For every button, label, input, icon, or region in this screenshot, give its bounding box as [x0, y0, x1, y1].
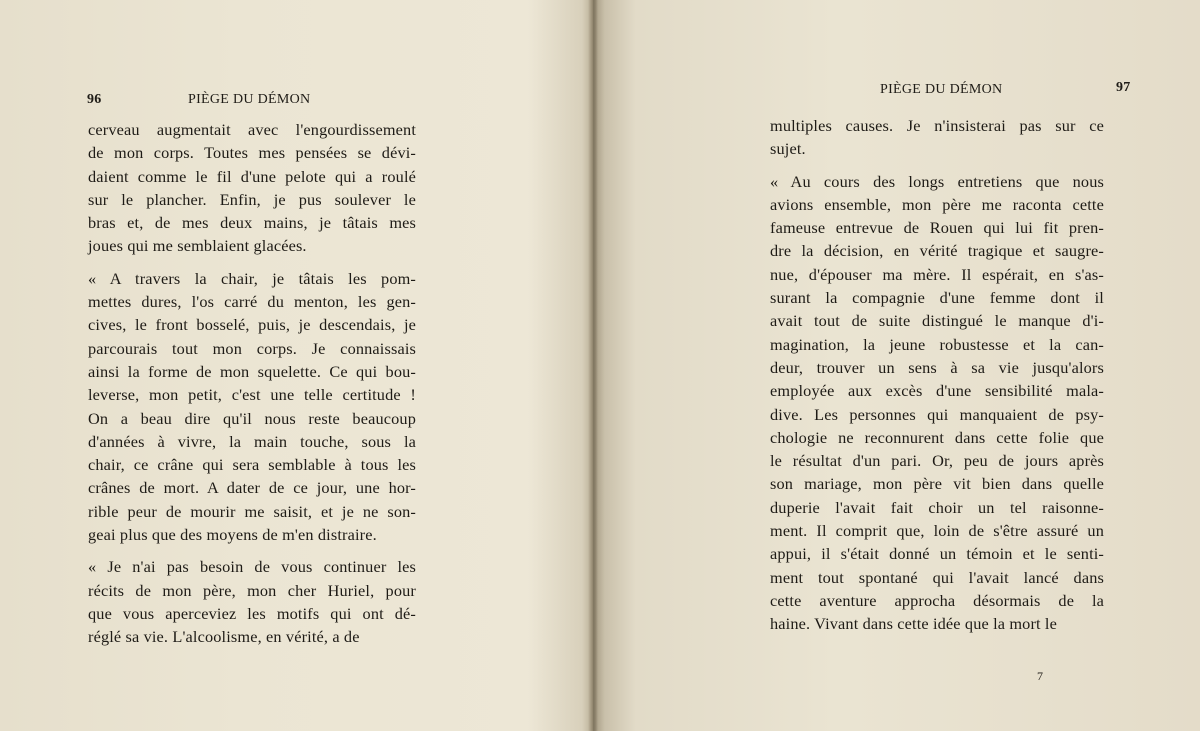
text-line: ment. Il comprit que, loin de s'être assuré un — [770, 521, 1104, 541]
text-line: joues qui me semblaient glacées. — [88, 236, 307, 256]
text-line: chair, ce crâne qui sera semblable à tous les — [88, 455, 416, 475]
text-line: mettes dures, l'os carré du menton, les gen- — [88, 292, 416, 312]
text-line: daient comme le fil d'une pelote qui a roulé — [88, 166, 416, 186]
text-line: haine. Vivant dans cette idée que la mort le — [770, 614, 1057, 634]
text-line: geai plus que des moyens de m'en distraire. — [88, 525, 377, 545]
text-line: duperie l'avait fait choir un tel raisonne- — [770, 497, 1104, 517]
text-line: leverse, mon petit, c'est une telle certitude ! — [88, 385, 416, 405]
text-line: cerveau augmentait avec l'engourdissement — [88, 120, 416, 139]
text-line: magination, la jeune robustesse et la can- — [770, 334, 1104, 354]
left-page — [0, 0, 592, 731]
text-line: récits de mon père, mon cher Huriel, pour — [88, 580, 416, 600]
body-text — [88, 118, 416, 649]
text-line: dive. Les personnes qui manquaient de psy- — [770, 404, 1104, 424]
text-line: que vous aperceviez les motifs qui ont dé- — [88, 603, 416, 623]
text-line: « Je n'ai pas besoin de vous continuer les — [88, 557, 416, 577]
text-line: bras et, de mes deux mains, je tâtais mes — [88, 213, 416, 233]
text-line: surant la compagnie d'une femme dont il — [770, 288, 1104, 308]
text-line: sujet. — [770, 139, 806, 159]
text-line: deur, trouver un sens à sa vie jusqu'alors — [770, 357, 1104, 377]
text-line: fameuse entrevue de Rouen qui lui fit pren- — [770, 218, 1104, 238]
text-line: « Au cours des longs entretiens que nous — [770, 171, 1104, 191]
text-line: employée aux excès d'une sensibilité mala- — [770, 381, 1104, 401]
text-line: crânes de mort. A dater de ce jour, une hor- — [88, 478, 416, 498]
running-title: PIÈGE DU DÉMON — [188, 92, 311, 107]
text-line: son mariage, mon père vit bien dans quelle — [770, 474, 1104, 494]
right-page — [600, 0, 1200, 731]
book-gutter — [588, 0, 598, 731]
text-line: ment tout spontané qui l'avait lancé dans — [770, 567, 1104, 587]
text-line: d'années à vivre, la main touche, sous la — [88, 431, 416, 451]
text-line: avions ensemble, mon père me raconta cette — [770, 194, 1104, 214]
text-line: dre la décision, en vérité tragique et saugre- — [770, 241, 1104, 261]
signature-mark: 7 — [1037, 669, 1044, 683]
text-line: rible peur de mourir me saisit, et je ne son- — [88, 501, 416, 521]
text-line: le résultat d'un pari. Or, peu de jours après — [770, 451, 1104, 471]
text-line: avait tout de suite distingué le manque d'i- — [770, 311, 1104, 331]
text-line: réglé sa vie. L'alcoolisme, en vérité, a de — [88, 627, 360, 647]
text-line: « A travers la chair, je tâtais les pom- — [88, 268, 416, 288]
text-line: chologie ne reconnurent dans cette folie que — [770, 427, 1104, 447]
body-text — [770, 114, 1104, 636]
text-line: cives, le front bosselé, puis, je descendais, je — [88, 315, 416, 335]
text-line: multiples causes. Je n'insisterai pas sur ce — [770, 116, 1104, 135]
text-line: On a beau dire qu'il nous reste beaucoup — [88, 408, 416, 428]
page-number: 96 — [87, 92, 102, 107]
text-line: ainsi la forme de mon squelette. Ce qui bou- — [88, 361, 416, 381]
text-line: sur le plancher. Enfin, je pus soulever le — [88, 189, 416, 209]
text-line: parcourais tout mon corps. Je connaissais — [88, 338, 416, 358]
text-line: nue, d'épouser ma mère. Il espérait, en s'as- — [770, 264, 1104, 284]
paragraph-gap — [88, 258, 416, 267]
text-line: appui, il s'était donné un témoin et le senti- — [770, 544, 1104, 564]
text-line: de mon corps. Toutes mes pensées se dévi- — [88, 143, 416, 163]
text-line: cette aventure approcha désormais de la — [770, 590, 1104, 610]
paragraph-gap — [88, 546, 416, 555]
paragraph-gap — [770, 161, 1104, 170]
running-title: PIÈGE DU DÉMON — [880, 82, 1003, 97]
page-number: 97 — [1116, 80, 1131, 95]
